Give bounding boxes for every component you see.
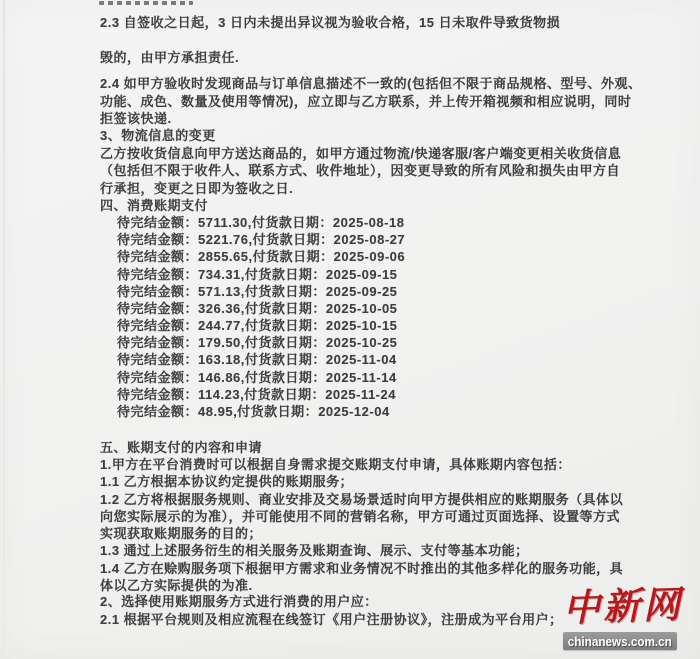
cropped-text-remnant xyxy=(99,1,193,5)
section-5-item-1-1: 1.1 乙方根据本协议约定提供的账期服务； xyxy=(100,474,354,489)
payment-amount: 734.31 xyxy=(198,267,241,282)
section-5-item-2-1: 2.1 根据平台规则及相应流程在线签订《用户注册协议》，注册成为平台用户； xyxy=(100,612,563,627)
clause-2-3-line: 毁的，由甲方承担责任. xyxy=(100,50,240,65)
chinanews-logo-text: 中新网 xyxy=(562,581,684,631)
paper-edge xyxy=(3,0,5,659)
payment-label: 待完结金额： xyxy=(117,267,199,282)
payment-date: 2025-10-25 xyxy=(325,335,398,350)
payment-row xyxy=(117,349,397,368)
payment-amount: 5221.76 xyxy=(198,232,249,247)
payment-label: 待完结金额： xyxy=(117,318,199,333)
payment-date-label: ,付货款日期： xyxy=(248,232,334,247)
payment-label: 待完结金额： xyxy=(117,284,199,299)
payment-label: 待完结金额： xyxy=(117,370,199,385)
payment-label: 待完结金额： xyxy=(117,249,199,264)
payment-label: 待完结金额： xyxy=(117,352,199,367)
payment-date-label: ,付货款日期： xyxy=(240,387,326,402)
payment-date-label: ,付货款日期： xyxy=(240,335,326,350)
payment-amount: 571.13 xyxy=(198,284,241,299)
payment-date-label: ,付货款日期： xyxy=(240,267,326,282)
payment-date: 2025-08-27 xyxy=(333,232,406,247)
payment-date-label: ,付货款日期： xyxy=(248,249,334,264)
payment-date: 2025-09-06 xyxy=(333,249,406,264)
section-5-item-1: 1.甲方在平台消费时可以根据自身需求提交账期支付申请，具体账期内容包括： xyxy=(100,457,571,472)
payment-amount: 326.36 xyxy=(198,301,241,316)
payment-date: 2025-11-24 xyxy=(325,387,396,402)
payment-date: 2025-09-15 xyxy=(325,267,398,282)
payment-date-label: ,付货款日期： xyxy=(247,215,333,230)
payment-date: 2025-08-18 xyxy=(332,215,405,230)
payment-amount: 5711.30 xyxy=(198,215,248,230)
payment-row xyxy=(117,246,405,265)
section-5-heading: 五、账期支付的内容和申请 xyxy=(100,440,263,455)
payment-date: 2025-11-14 xyxy=(325,370,397,385)
section-5-item-1-2-line: 实现获取账期服务的目的； xyxy=(100,526,263,541)
clause-2-4-line: 2.4 如甲方验收时发现商品与订单信息描述不一致的(包括但不限于商品规格、型号、外观、 xyxy=(100,76,642,91)
section-3-line: 乙方按收货信息向甲方送达商品的，如甲方通过物流/快递客服/客户端变更相关收货信息 xyxy=(100,146,622,161)
payment-date: 2025-09-25 xyxy=(325,284,398,299)
section-5-item-1-4-line: 1.4 乙方在赊购服务项下根据甲方需求和业务情况不时推出的其他多样化的服务功能，具 xyxy=(100,561,624,576)
payment-amount: 244.77 xyxy=(198,318,241,333)
section-3-line: （包括但不限于收件人、联系方式、收件地址），因变更导致的所有风险和损失由甲方自 xyxy=(100,163,621,178)
payment-amount: 48.95 xyxy=(198,404,234,419)
clause-2-3-line: 2.3 自签收之日起，3 日内未提出异议视为验收合格，15 日未取件导致货物损 xyxy=(100,15,561,30)
payment-amount: 114.23 xyxy=(198,387,241,402)
payment-date: 2025-11-04 xyxy=(325,352,397,367)
section-5-item-1-2-line: 1.2 乙方将根据服务规则、商业安排及交易场景适时向甲方提供相应的账期服务（具体以 xyxy=(100,492,624,507)
payment-date-label: ,付货款日期： xyxy=(240,301,326,316)
payment-date-label: ,付货款日期： xyxy=(240,284,326,299)
payment-amount: 179.50 xyxy=(198,335,241,350)
payment-label: 待完结金额： xyxy=(117,301,199,316)
chinanews-url-banner xyxy=(563,632,677,650)
payment-label: 待完结金额： xyxy=(117,335,199,350)
payment-date: 2025-10-05 xyxy=(325,301,398,316)
section-3-heading: 3、物流信息的变更 xyxy=(100,128,216,143)
payment-date-label: ,付货款日期： xyxy=(240,352,326,367)
clause-2-4-line: 功能、成色、数量及使用等情况)，应立即与乙方联系，并上传开箱视频和相应说明，同时 xyxy=(100,94,632,109)
clause-2-4-line: 拒签该快递. xyxy=(100,111,172,126)
payment-label: 待完结金额： xyxy=(117,387,199,402)
payment-date-label: ,付货款日期： xyxy=(233,404,319,419)
section-5-item-1-4-line: 体以乙方实际提供的为准. xyxy=(100,578,253,593)
section-3-line: 行承担，变更之日即为签收之日. xyxy=(100,181,294,196)
payment-date: 2025-12-04 xyxy=(318,404,390,419)
section-5-item-1-3: 1.3 通过上述服务衍生的相关服务及账期查询、展示、支付等基本功能； xyxy=(100,543,529,558)
section-5-item-2: 2、选择使用账期服务方式进行消费的用户应： xyxy=(100,594,378,609)
payment-amount: 2855.65 xyxy=(198,249,249,264)
section-4-heading: 四、消费账期支付 xyxy=(100,198,209,213)
payment-label: 待完结金额： xyxy=(117,215,199,230)
chinanews-url-text: chinanews.com.cn xyxy=(567,633,673,649)
payment-date-label: ,付货款日期： xyxy=(240,370,326,385)
payment-row xyxy=(117,401,390,420)
payment-label: 待完结金额： xyxy=(117,404,199,419)
payment-label: 待完结金额： xyxy=(117,232,199,247)
payment-amount: 146.86 xyxy=(198,370,241,385)
chinanews-logo xyxy=(562,581,684,654)
payment-date-label: ,付货款日期： xyxy=(240,318,326,333)
payment-amount: 163.18 xyxy=(198,352,241,367)
section-5-item-1-2-line: 向您实际展示的为准），并可能使用不同的营销名称，甲方可通过页面选择、设置等方式 xyxy=(100,509,621,524)
payment-date: 2025-10-15 xyxy=(325,318,398,333)
